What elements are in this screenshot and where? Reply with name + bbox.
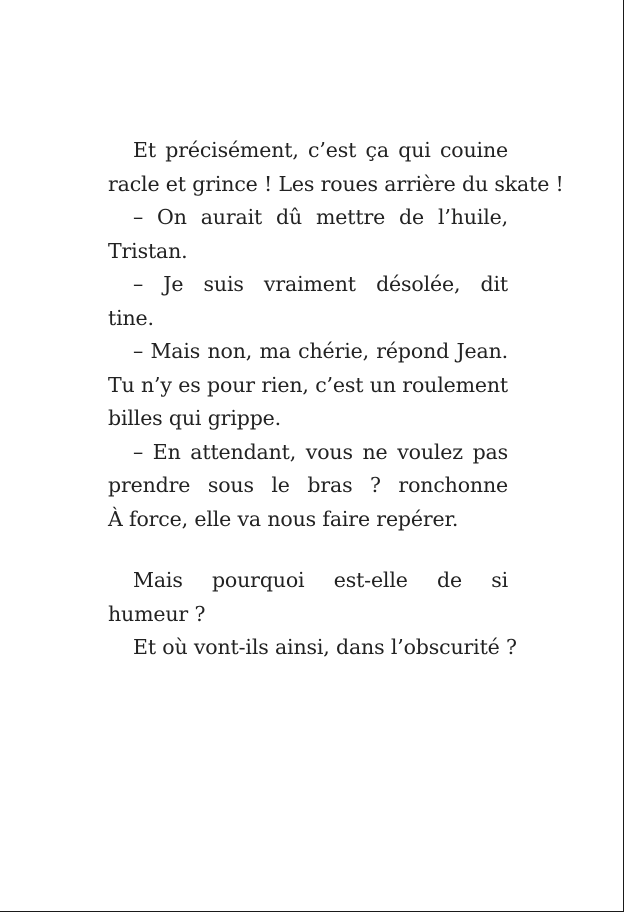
section-break [108, 536, 508, 564]
paragraph-4-line-3: billes qui grippe. [108, 406, 282, 430]
paragraph-5-line-1: – En attendant, vous ne voulez pas [133, 439, 508, 464]
paragraph-3-line-1: – Je suis vraiment désolée, dit [133, 272, 508, 296]
paragraph-4-line-1: – Mais non, ma chérie, répond Jean. [133, 339, 508, 363]
paragraph-1-line-2: racle et grince ! Les roues arrière du skate ! [108, 171, 564, 196]
paragraph-3-line-2: tine. [108, 305, 154, 330]
paragraph-2-line-2: Tristan. [108, 238, 188, 263]
paragraph-7-line-1: Et où vont-ils ainsi, dans l’obscurité ? [133, 635, 517, 659]
paragraph-4-line-2: Tu n’y es pour rien, c’est un roulement [108, 372, 508, 397]
paragraph-5-line-3: À force, elle va nous faire repérer. [108, 506, 459, 531]
paragraph-6-line-1: Mais pourquoi est-elle de si [133, 568, 508, 592]
paragraph-1-line-1: Et précisément, c’est ça qui couine [133, 138, 508, 162]
body-text [108, 134, 564, 665]
paragraph-6-line-2: humeur ? [108, 601, 206, 626]
paragraph-2-line-1: – On aurait dû mettre de l’huile, [133, 205, 508, 229]
paragraph-5-line-2: prendre sous le bras ? ronchonne [108, 473, 508, 497]
